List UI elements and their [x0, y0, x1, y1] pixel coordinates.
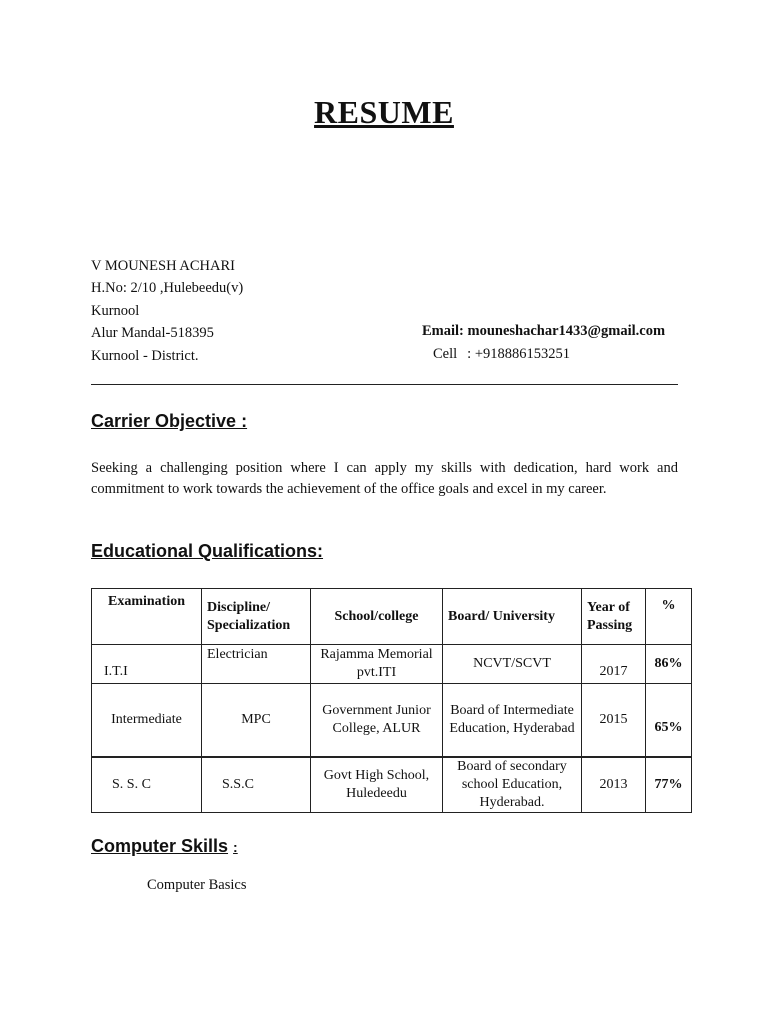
horizontal-divider	[91, 384, 678, 385]
cell-discipline: S.S.C	[202, 757, 311, 813]
candidate-name: V MOUNESH ACHARI	[91, 258, 235, 274]
col-discipline: Discipline/ Specialization	[202, 589, 311, 645]
resume-title: RESUME	[314, 94, 454, 130]
cell-board: Board of secondary school Education, Hyderabad.	[443, 757, 582, 813]
address-house: H.No: 2/10 ,Hulebeedu(v)	[91, 280, 244, 296]
cell-school: Govt High School, Huledeedu	[311, 757, 443, 813]
skill-item: Computer Basics	[147, 877, 247, 893]
skills-heading: Computer Skills	[91, 836, 229, 856]
col-school: School/college	[311, 589, 443, 645]
table-row	[92, 645, 692, 684]
table-header-row	[92, 589, 692, 645]
cell-percent: 65%	[646, 684, 692, 757]
cell-percent: 77%	[646, 757, 692, 813]
contact-email: Email: mouneshachar1433@gmail.com	[422, 323, 666, 339]
cell-label: Cell	[433, 346, 458, 362]
objective-text: Seeking a challenging position where I can apply my skills with dedication, hard work and commitment to work towards the achievement of the office goals and excel in my career.	[91, 460, 678, 497]
skills-heading-colon: :	[233, 839, 238, 855]
cell-examination: I.T.I	[92, 645, 202, 684]
table-row	[92, 757, 692, 813]
contact-cell	[433, 346, 570, 363]
cell-examination: Intermediate	[92, 684, 202, 757]
education-heading: Educational Qualifications:	[91, 541, 324, 561]
cell-school: Rajamma Memorial pvt.ITI	[311, 645, 443, 684]
education-table	[91, 588, 692, 813]
cell-board: NCVT/SCVT	[443, 645, 582, 684]
col-examination: Examination	[92, 589, 202, 645]
col-percent: %	[646, 589, 692, 645]
cell-school: Government Junior College, ALUR	[311, 684, 443, 757]
cell-year: 2017	[582, 645, 646, 684]
address-town: Kurnool	[91, 303, 140, 319]
cell-percent: 86%	[646, 645, 692, 684]
cell-year: 2013	[582, 757, 646, 813]
cell-year: 2015	[582, 684, 646, 757]
address-district: Kurnool - District.	[91, 348, 199, 364]
cell-examination: S. S. C	[92, 757, 202, 813]
table-row	[92, 684, 692, 757]
cell-discipline: Electrician	[202, 645, 311, 684]
objective-heading: Carrier Objective :	[91, 411, 248, 431]
cell-number: : +918886153251	[467, 346, 571, 362]
col-board: Board/ University	[443, 589, 582, 645]
cell-discipline: MPC	[202, 684, 311, 757]
address-mandal: Alur Mandal-518395	[91, 325, 214, 341]
cell-board: Board of Intermediate Education, Hyderabad	[443, 684, 582, 757]
col-year: Year of Passing	[582, 589, 646, 645]
skills-heading-line	[91, 836, 238, 857]
